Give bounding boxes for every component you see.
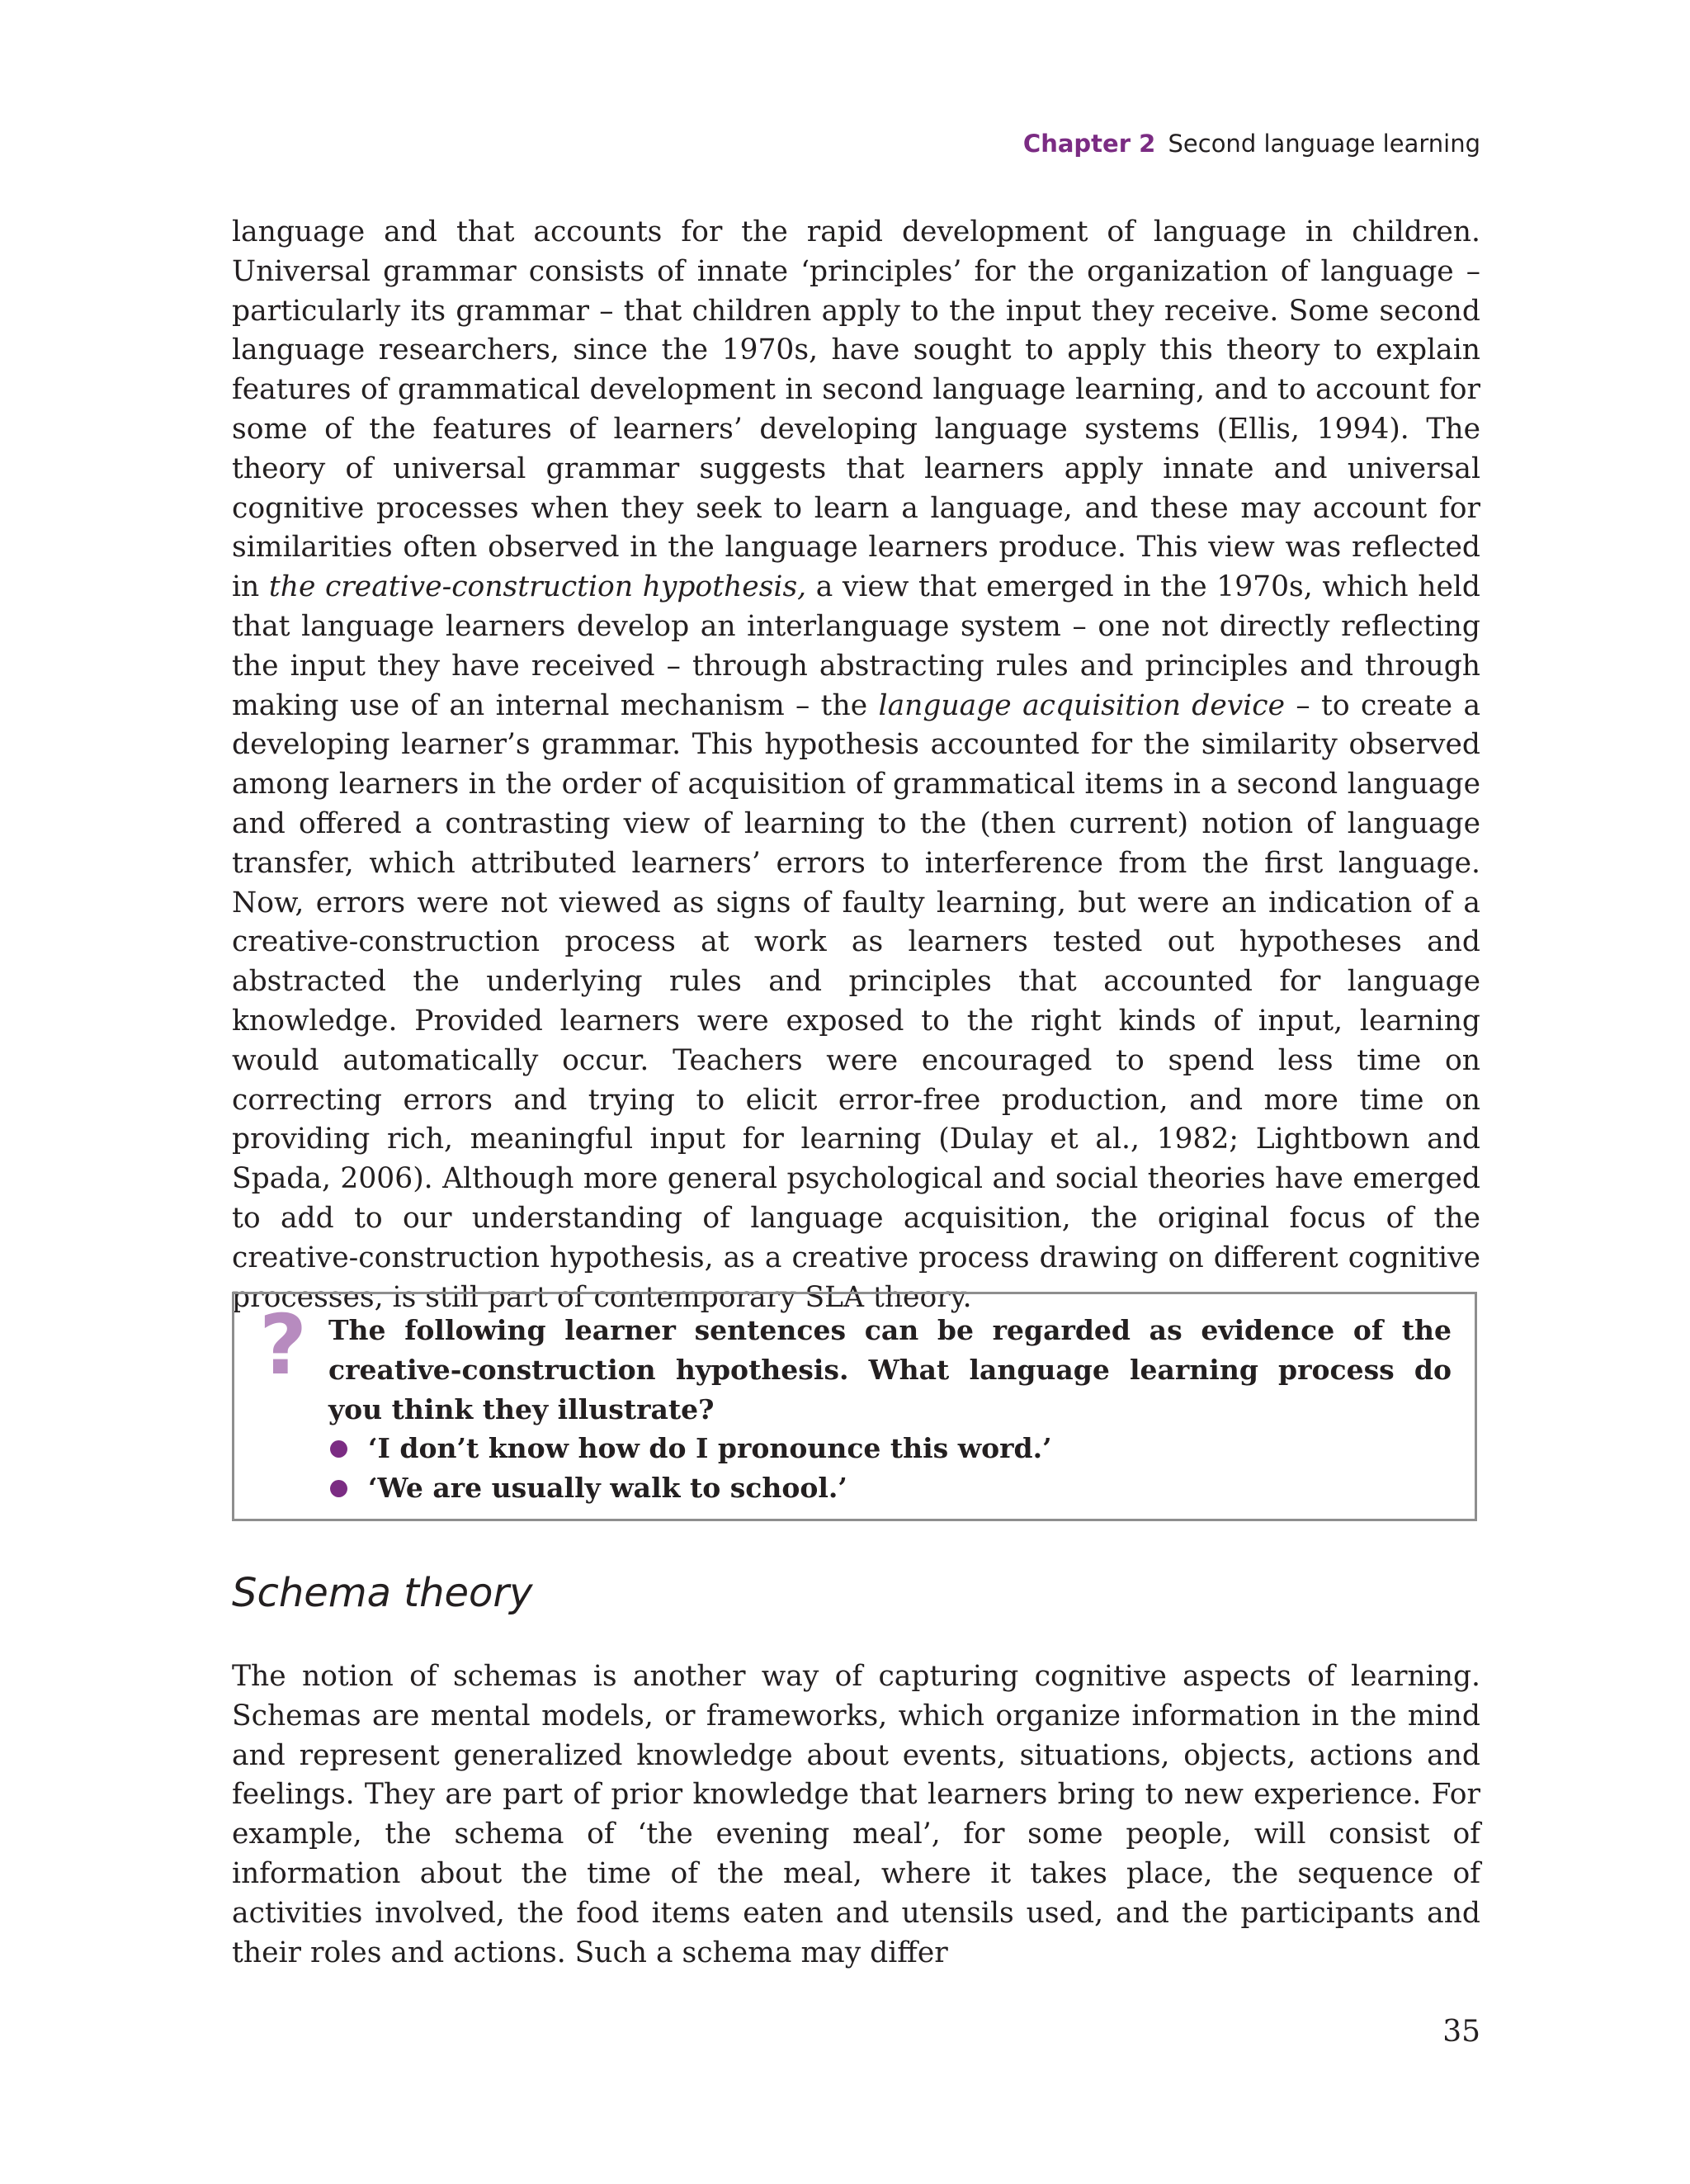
body-text-part2: a view that emerged in the 1970s, which held that language learners develop an interlanguage system – one not directly reflecting the input they have received – through abstracting rules and principles and through making use of an internal mechanism – the (232, 570, 1481, 722)
example-sentence: ‘I don’t know how do I pronounce this word.’ (368, 1432, 1052, 1465)
section-heading: Schema theory (232, 1570, 533, 1616)
body-paragraph (232, 213, 1480, 1317)
section-paragraph: The notion of schemas is another way of capturing cognitive aspects of learning. Schemas are mental models, or frameworks, which organize information in the mind and represent generalized knowledge about events, situations, objects, actions and feelings. They are part of prior knowledge that learners bring to new experience. For example, the schema of ‘the evening meal’, for some people, will consist of information about the time of the meal, where it takes place, the sequence of activities involved, the food items eaten and utensils used, and the participants and their roles and actions. Such a schema may differ (232, 1660, 1480, 1969)
list-item (328, 1429, 1452, 1468)
example-sentence: ‘We are usually walk to school.’ (368, 1472, 847, 1505)
bullet-icon (330, 1440, 347, 1458)
emphasis-acquisition-device: language acquisition device (878, 688, 1286, 722)
body-text-part1: language and that accounts for the rapid development of language in children. Universal grammar consists of innate ‘principles’ for the organization of language – particularly its grammar – that children apply to the input they receive. Some second language researchers, since the 1970s, have sought to apply this theory to explain features of grammatical development in second language learning, and to account for some of the features of learners’ developing language systems (Ellis, 1994). The theory of universal grammar suggests that learners apply innate and universal cognitive processes when they seek to learn a language, and these may account for similarities often observed in the language learners produce. This view was reflected in (232, 215, 1480, 604)
question-content (328, 1311, 1452, 1508)
question-box (232, 1292, 1477, 1521)
bullet-icon (330, 1480, 347, 1497)
example-sentence-list (328, 1429, 1452, 1508)
body-text-part3: – to create a developing learner’s grammar. This hypothesis accounted for the similarity observed among learners in the order of acquisition of grammatical items in a second language and offered a contrasting view of learning to the (then current) notion of language transfer, which attributed learners’ errors to interference from the first language. Now, errors were not viewed as signs of faulty learning, but were an indication of a creative-construction process at work as learners tested out hypotheses and abstracted the underlying rules and principles that accounted for language knowledge. Provided learners were exposed to the right kinds of input, learning would automatically occur. Teachers were encouraged to spend less time on correcting errors and trying to elicit error-free production, and more time on providing rich, meaningful input for learning (Dulay et al., 1982; Lightbown and Spada, 2006). Although more general psychological and social theories have emerged to add to our understanding of language acquisition, the original focus of the creative-construction hypothesis, as a creative process drawing on different cognitive processes, is still part of contemporary SLA theory. (232, 688, 1481, 1314)
chapter-label: Chapter 2 (1022, 130, 1156, 158)
chapter-title: Second language learning (1168, 130, 1480, 158)
emphasis-creative-construction: the creative-construction hypothesis, (268, 570, 807, 604)
question-prompt: The following learner sentences can be regarded as evidence of the creative-construction hypothesis. What language learning process do you think they illustrate? (328, 1314, 1452, 1425)
running-head (1023, 129, 1480, 158)
question-mark-icon: ? (259, 1297, 308, 1393)
page-number: 35 (1442, 2015, 1480, 2049)
list-item (328, 1468, 1452, 1508)
